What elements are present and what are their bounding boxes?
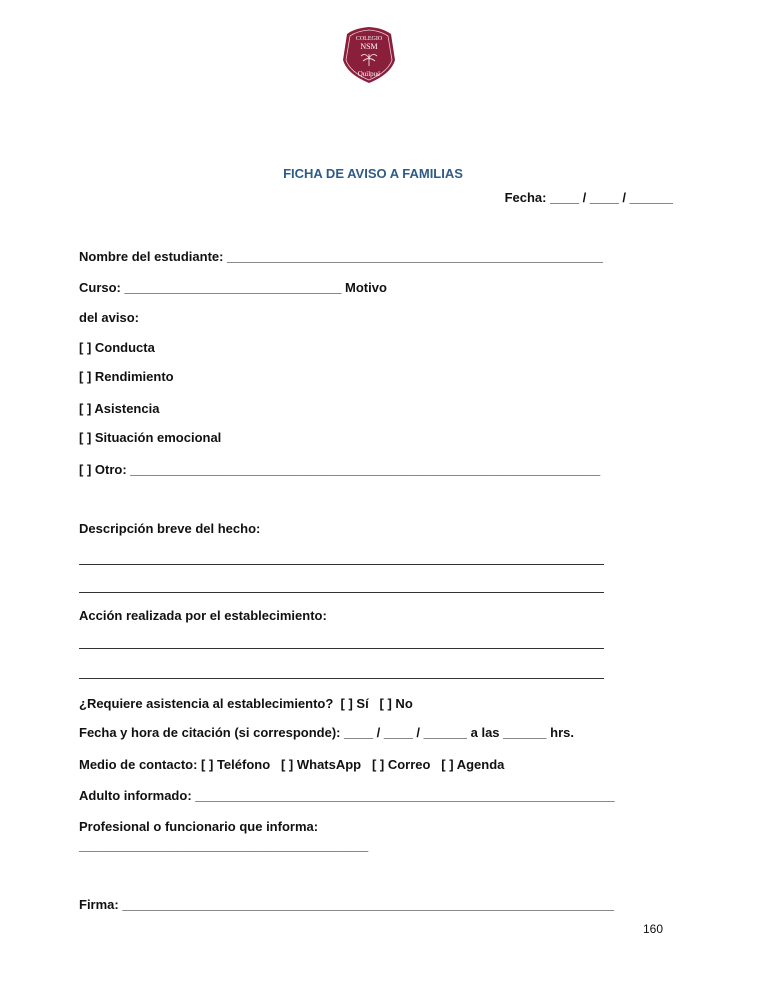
requires-assistance-field[interactable]: ¿Requiere asistencia al establecimiento? [ ] Sí [ ] No xyxy=(79,696,413,711)
school-crest-logo xyxy=(341,26,397,84)
student-name-field[interactable]: Nombre del estudiante: ____________________________________________________ xyxy=(79,249,604,264)
informed-adult-field[interactable]: Adulto informado: __________________________________________________________ xyxy=(79,788,615,803)
option-emotional-checkbox[interactable]: [ ] Situación emocional xyxy=(79,430,222,445)
crest-text-colegio: COLEGIO xyxy=(355,36,383,42)
citation-datetime-field[interactable]: Fecha y hora de citación (si corresponde): ____ / ____ / ______ a las ______ hrs. xyxy=(79,725,574,740)
description-line-2[interactable] xyxy=(79,592,604,593)
course-field[interactable]: Curso: ______________________________ Motivo xyxy=(79,280,387,295)
contact-method-field[interactable]: Medio de contacto: [ ] Teléfono [ ] WhatsApp [ ] Correo [ ] Agenda xyxy=(79,757,505,772)
page-number: 160 xyxy=(643,922,664,936)
action-line-2[interactable] xyxy=(79,678,604,679)
crest-text-nsm: NSM xyxy=(360,42,378,51)
professional-label: Profesional o funcionario que informa: xyxy=(79,819,319,834)
option-attendance-checkbox[interactable]: [ ] Asistencia xyxy=(79,401,160,416)
description-line-1[interactable] xyxy=(79,564,604,565)
crest-text-city: Quilpué xyxy=(357,70,381,78)
professional-field[interactable]: ________________________________________ xyxy=(79,838,369,853)
action-label: Acción realizada por el establecimiento: xyxy=(79,608,327,623)
signature-field[interactable]: Firma: ____________________________________________________________________ xyxy=(79,897,614,912)
description-label: Descripción breve del hecho: xyxy=(79,521,261,536)
reason-label: del aviso: xyxy=(79,310,139,325)
option-other-field[interactable]: [ ] Otro: _________________________________________________________________ xyxy=(79,462,601,477)
action-line-1[interactable] xyxy=(79,648,604,649)
form-title: FICHA DE AVISO A FAMILIAS xyxy=(283,166,463,181)
option-performance-checkbox[interactable]: [ ] Rendimiento xyxy=(79,369,174,384)
option-conduct-checkbox[interactable]: [ ] Conducta xyxy=(79,340,155,355)
date-field[interactable]: Fecha: ____ / ____ / ______ xyxy=(504,190,673,205)
